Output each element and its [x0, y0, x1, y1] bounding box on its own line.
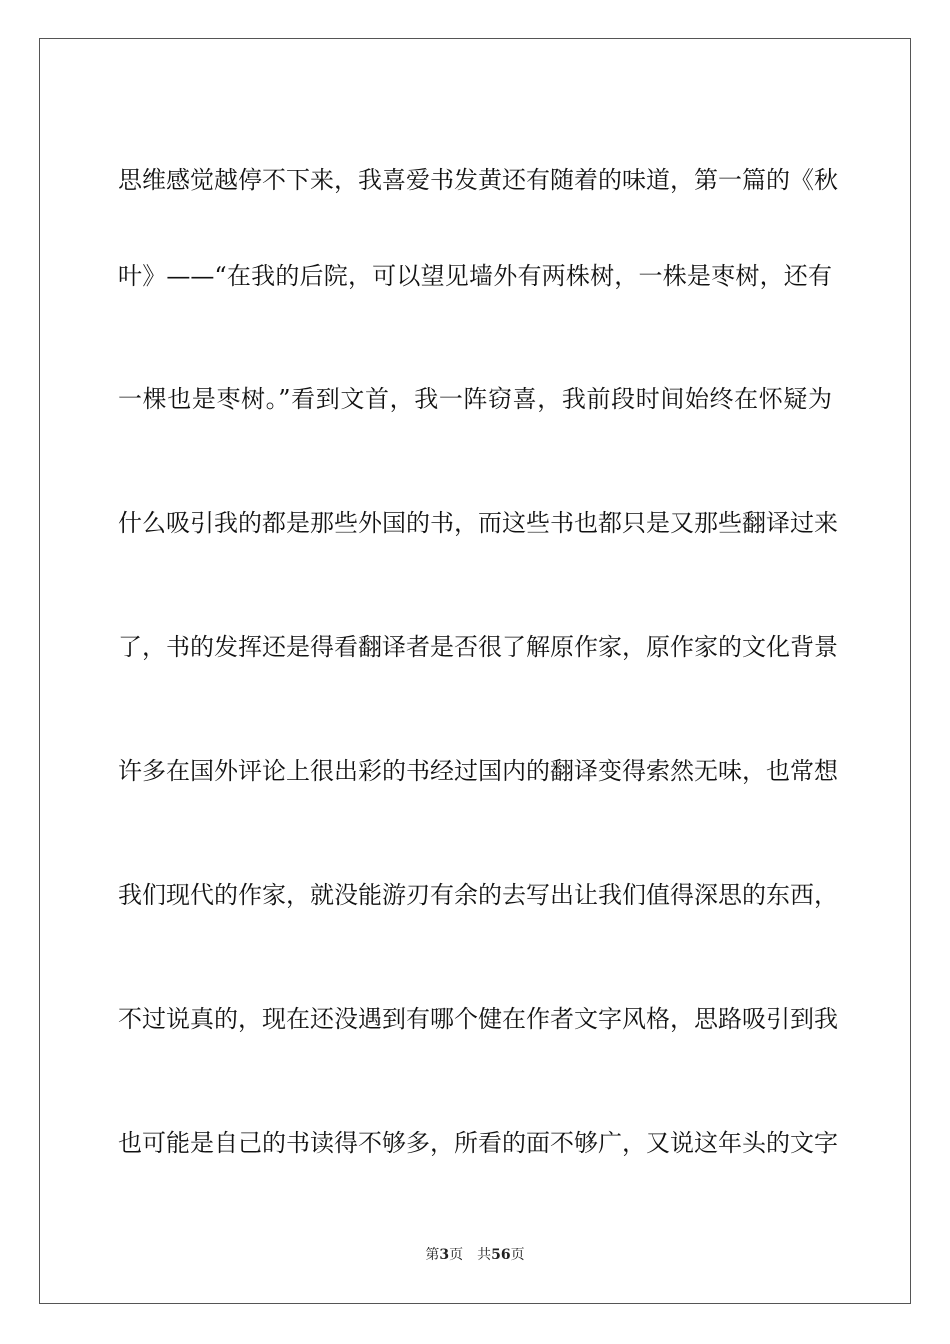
- total-pages: 56: [491, 1247, 511, 1263]
- body-text-line-1: 思维感觉越停不下来，我喜爱书发黄还有随着的味道，第一篇的《秋: [118, 166, 838, 194]
- page-footer: [0, 1246, 950, 1264]
- page-number: 3: [439, 1247, 450, 1263]
- page-border: [39, 38, 911, 1304]
- page-prefix: 第: [425, 1247, 440, 1263]
- body-text-line-6: 许多在国外评论上很出彩的书经过国内的翻译变得索然无味，也常想: [118, 757, 838, 785]
- body-text-line-5: 了，书的发挥还是得看翻译者是否很了解原作家，原作家的文化背景: [118, 633, 838, 661]
- page-suffix: 页: [449, 1247, 464, 1263]
- body-text-line-4: 什么吸引我的都是那些外国的书，而这些书也都只是又那些翻译过来: [118, 509, 838, 537]
- total-suffix: 页: [510, 1247, 525, 1263]
- total-prefix: 共: [477, 1247, 492, 1263]
- body-text-line-3: 一棵也是枣树。”看到文首，我一阵窃喜，我前段时间始终在怀疑为: [118, 385, 832, 413]
- body-text-line-7: 我们现代的作家，就没能游刃有余的去写出让我们值得深思的东西，: [118, 881, 838, 909]
- body-text-line-2: 叶》——“在我的后院，可以望见墙外有两株树，一株是枣树，还有: [118, 262, 832, 290]
- body-text-line-9: 也可能是自己的书读得不够多，所看的面不够广，又说这年头的文字: [118, 1129, 838, 1157]
- body-text-line-8: 不过说真的，现在还没遇到有哪个健在作者文字风格，思路吸引到我: [118, 1005, 838, 1033]
